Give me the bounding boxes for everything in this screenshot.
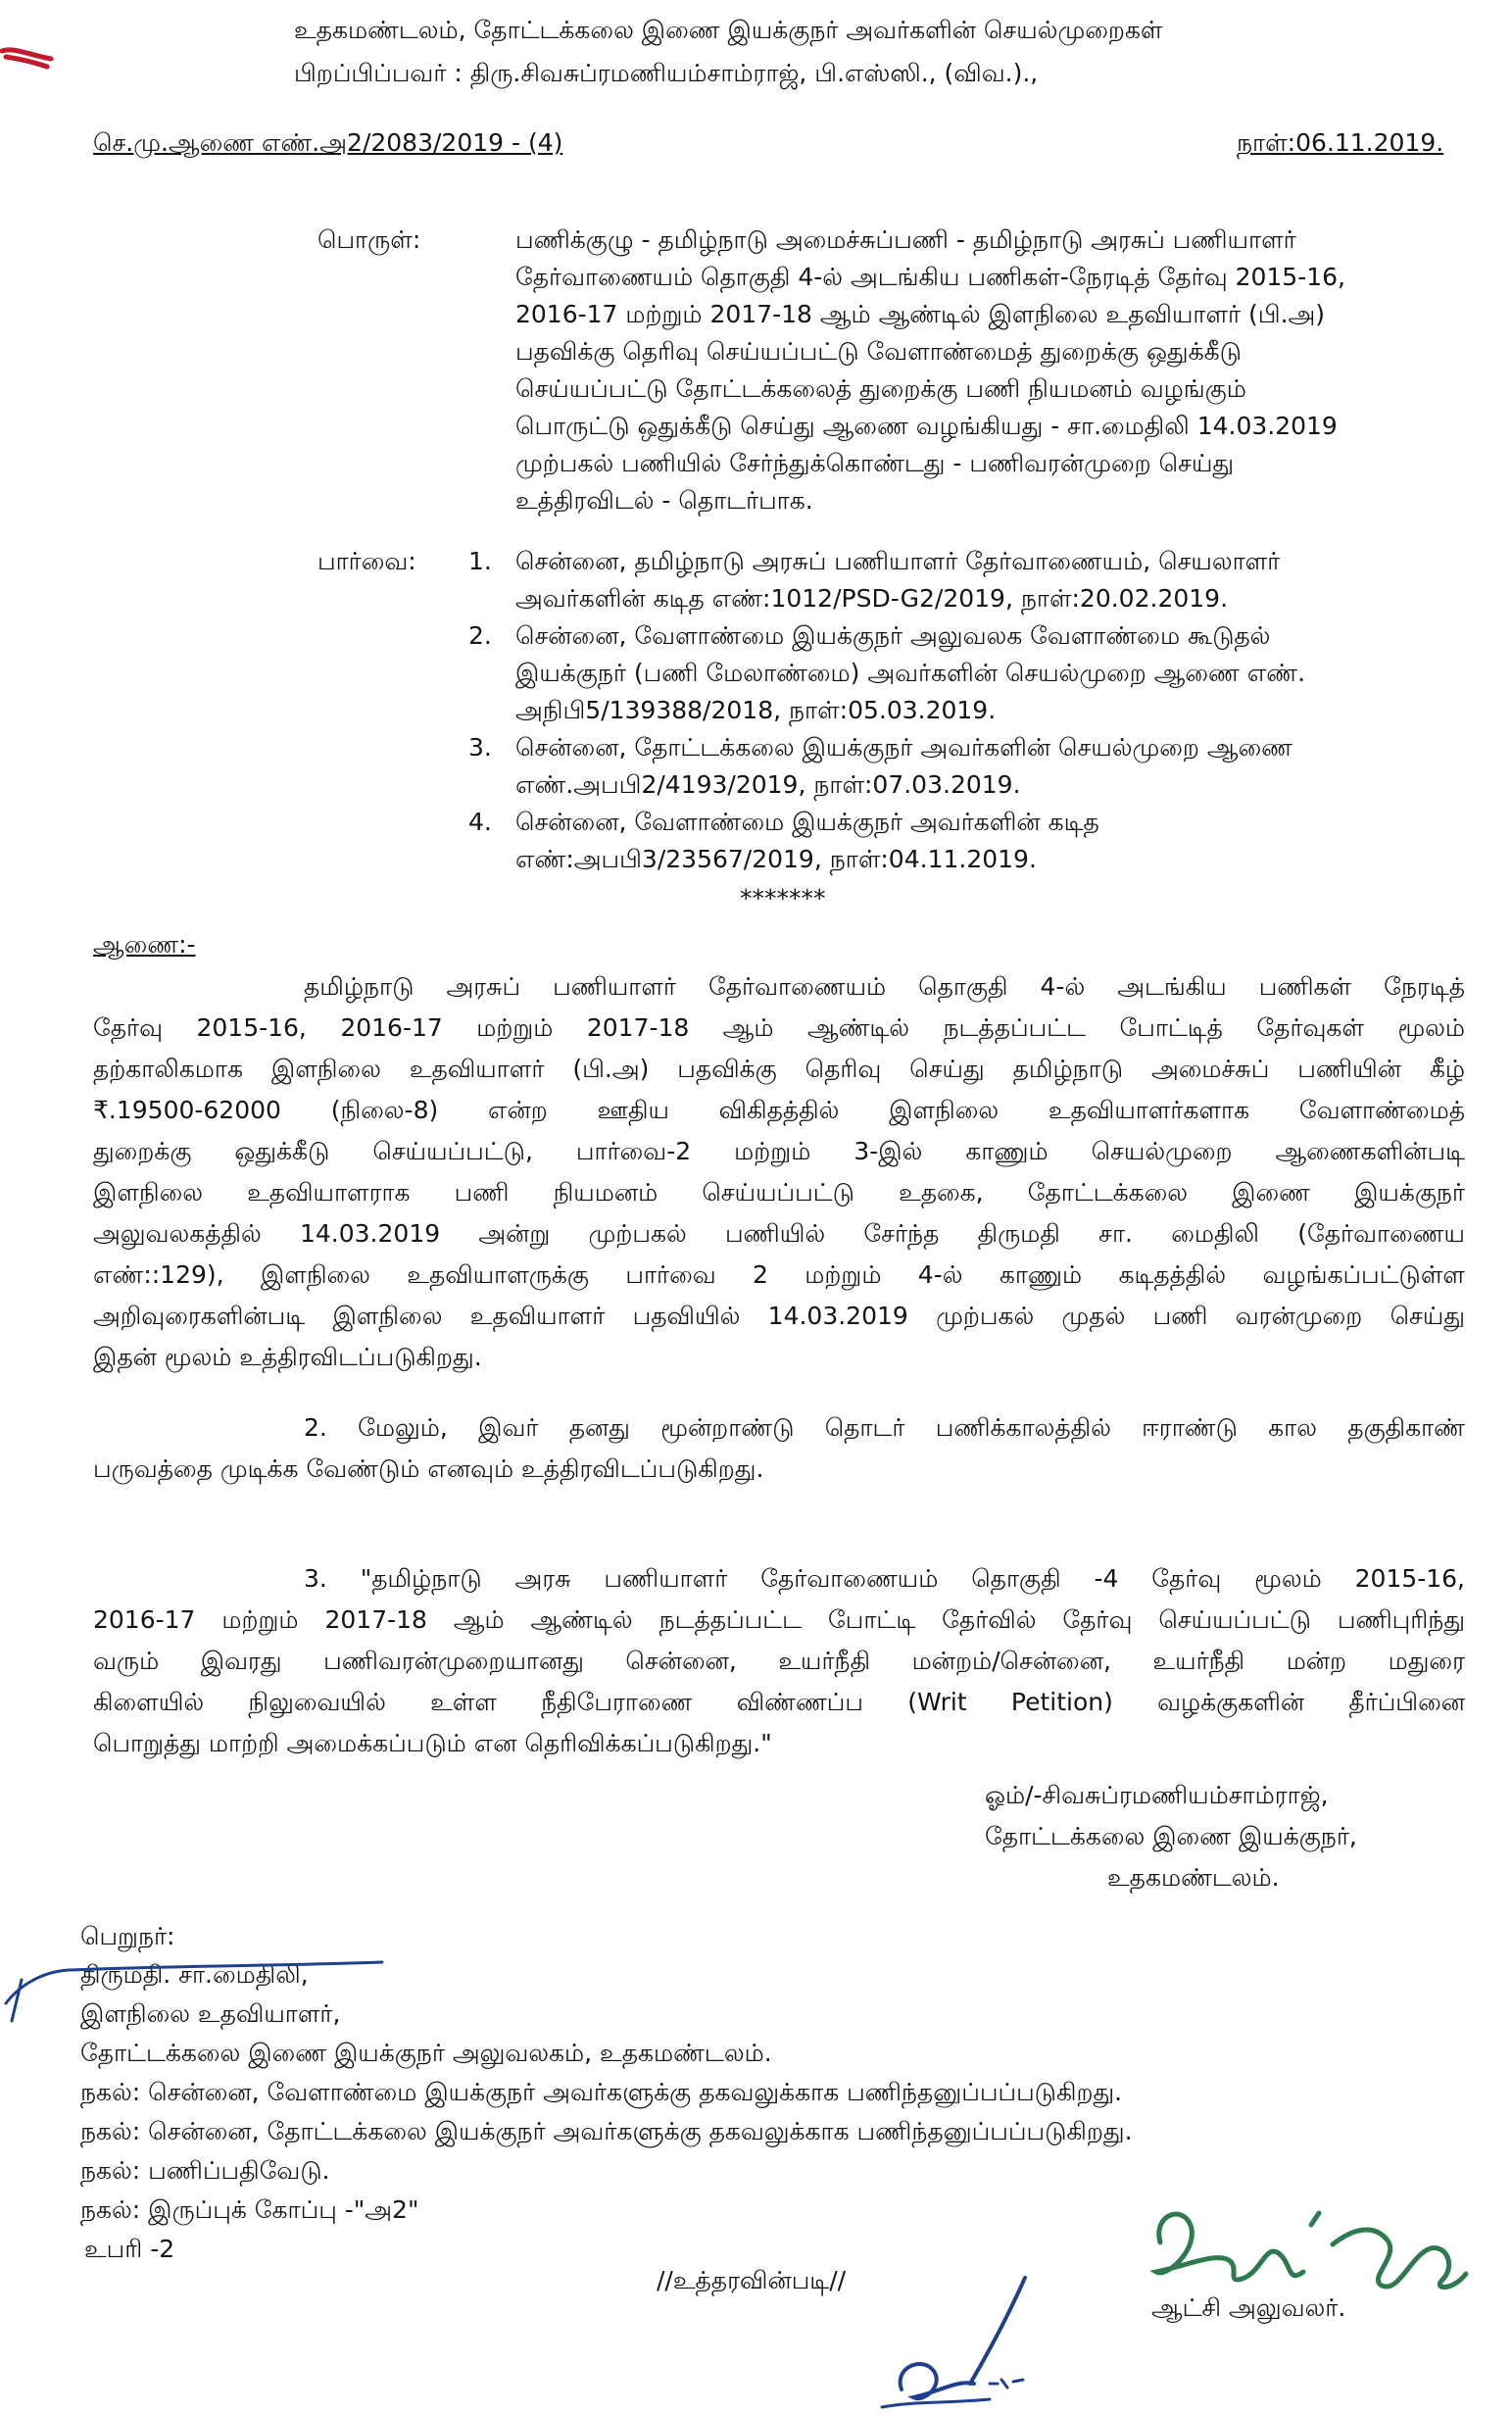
reference-text: சென்னை, வேளாண்மை இயக்குநர் அவர்களின் கடித xyxy=(515,808,1099,836)
copy-line: நகல்: சென்னை, வேளாண்மை இயக்குநர் அவர்களுக்கு தகவலுக்காக பணிந்தனுப்பப்படுகிறது. xyxy=(80,2078,1123,2106)
reference-text: சென்னை, தோட்டக்கலை இயக்குநர் அவர்களின் செயல்முறை ஆணை xyxy=(515,733,1293,762)
paragraph-line: இளநிலை உதவியாளராக பணி நியமனம் செய்யப்பட்டு உதகை, தோட்டக்கலை இணை இயக்குநர் xyxy=(93,1178,1465,1207)
paragraph-line: தற்காலிகமாக இளநிலை உதவியாளர் (பி.அ) பதவிக்கு தெரிவு செய்து தமிழ்நாடு அமைச்சுப் பணியின் கீழ் xyxy=(93,1055,1465,1083)
subject-label: பொருள்: xyxy=(317,225,421,254)
subject-block xyxy=(515,222,1476,519)
paragraph-line: பொறுத்து மாற்றி அமைக்கப்படும் என தெரிவிக்கப்படுகிறது." xyxy=(93,1729,772,1757)
paragraph-line: வரும் இவரது பணிவரன்முறையானது சென்னை, உயர்நீதி மன்றம்/சென்னை, உயர்நீதி மன்ற மதுரை xyxy=(93,1647,1465,1675)
paragraph-line: தேர்வு 2015-16, 2016-17 மற்றும் 2017-18 ஆம் ஆண்டில் நடத்தப்பட்ட போட்டித் தேர்வுகள் மூலம் xyxy=(93,1013,1465,1042)
subject-line: பணிக்குழு - தமிழ்நாடு அமைச்சுப்பணி - தமிழ்நாடு அரசுப் பணியாளர் xyxy=(515,225,1296,254)
paragraph-line: 2. மேலும், இவர் தனது மூன்றாண்டு தொடர் பணிக்காலத்தில் ஈராண்டு கால தகுதிகாண் xyxy=(304,1413,1465,1442)
recipient-name: திருமதி. சா.மைதிலி, xyxy=(80,1960,309,1989)
reference-text: எண்.அபபி2/4193/2019, நாள்:07.03.2019. xyxy=(515,770,1021,799)
reference-number: 3. xyxy=(468,733,492,762)
paragraph-line: அறிவுரைகளின்படி இளநிலை உதவியாளர் பதவியில் 14.03.2019 முற்பகல் முதல் பணி வரன்முறை செய்து xyxy=(93,1302,1465,1330)
by-order-text: //உத்தரவின்படி// xyxy=(657,2266,847,2294)
signatory-designation: தோட்டக்கலை இணை இயக்குநர், xyxy=(985,1822,1357,1850)
subject-line: பதவிக்கு தெரிவு செய்யப்பட்டு வேளாண்மைத் துறைக்கு ஒதுக்கீடு xyxy=(515,337,1242,366)
subject-line: பொருட்டு ஒதுக்கீடு செய்து ஆணை வழங்கியது - சா.மைதிலி 14.03.2019 xyxy=(515,412,1338,440)
reference-text: இயக்குநர் (பணி மேலாண்மை) அவர்களின் செயல்முறை ஆணை எண். xyxy=(515,659,1306,687)
order-paragraph-3 xyxy=(93,1558,1465,1764)
paragraph-line: பருவத்தை முடிக்க வேண்டும் எனவும் உத்திரவிடப்படுகிறது. xyxy=(93,1454,764,1483)
order-paragraph-1 xyxy=(93,966,1465,1378)
subject-line: முற்பகல் பணியில் சேர்ந்துக்கொண்டது - பணிவரன்முறை செய்து xyxy=(515,449,1235,477)
subject-line: தேர்வாணையம் தொகுதி 4-ல் அடங்கிய பணிகள்-நேரடித் தேர்வு 2015-16, xyxy=(515,263,1345,291)
order-heading: ஆணை:- xyxy=(93,930,196,959)
subject-line: செய்யப்பட்டு தோட்டக்கலைத் துறைக்கு பணி நியமனம் வழங்கும் xyxy=(515,374,1246,403)
copy-line: நகல்: பணிப்பதிவேடு. xyxy=(80,2156,330,2185)
separator-stars: ******* xyxy=(740,884,826,912)
subject-line: உத்திரவிடல் - தொடர்பாக. xyxy=(515,486,813,515)
copy-line: நகல்: இருப்புக் கோப்பு -"அ2" xyxy=(80,2195,419,2224)
paragraph-line: அலுவலகத்தில் 14.03.2019 அன்று முற்பகல் பணியில் சேர்ந்த திருமதி சா. மைதிலி (தேர்வாணைய xyxy=(93,1219,1465,1248)
paragraph-line: 3. "தமிழ்நாடு அரசு பணியாளர் தேர்வாணையம் தொகுதி -4 தேர்வு மூலம் 2015-16, xyxy=(304,1564,1465,1593)
subject-line: 2016-17 மற்றும் 2017-18 ஆம் ஆண்டில் இளநிலை உதவியாளர் (பி.அ) xyxy=(515,300,1326,328)
reference-text: எண்:அபபி3/23567/2019, நாள்:04.11.2019. xyxy=(515,845,1037,873)
reference-text: சென்னை, தமிழ்நாடு அரசுப் பணியாளர் தேர்வாணையம், செயலாளர் xyxy=(515,547,1281,575)
paragraph-line: ₹.19500-62000 (நிலை-8) என்ற ஊதிய விகிதத்தில் இளநிலை உதவியாளர்களாக வேளாண்மைத் xyxy=(93,1096,1465,1124)
recipient-designation: இளநிலை உதவியாளர், xyxy=(80,1999,341,2028)
office-line: உதகமண்டலம், தோட்டக்கலை இணை இயக்குநர் அவர்களின் செயல்முறைகள் xyxy=(294,16,1163,44)
green-signature xyxy=(1146,2184,1480,2321)
reference-item xyxy=(468,543,1280,617)
issuer-line: பிறப்பிப்பவர் : திரு.சிவசுப்ரமணியம்சாம்ராஜ், பி.எஸ்ஸி., (விவ.)., xyxy=(294,59,1039,87)
red-corner-mark xyxy=(0,37,59,76)
reference-number: 4. xyxy=(468,808,492,836)
paragraph-line: 2016-17 மற்றும் 2017-18 ஆம் ஆண்டில் நடத்தப்பட்ட போட்டி தேர்வில் தேர்வு செய்யப்பட்டு பணிபுரிந்து xyxy=(93,1605,1465,1634)
order-number: செ.மு.ஆணை எண்.அ2/2083/2019 - (4) xyxy=(93,128,563,157)
references-label: பார்வை: xyxy=(317,547,416,575)
recipient-office: தோட்டக்கலை இணை இயக்குநர் அலுவலகம், உதகமண்டலம். xyxy=(80,2039,772,2067)
paragraph-line: தமிழ்நாடு அரசுப் பணியாளர் தேர்வாணையம் தொகுதி 4-ல் அடங்கிய பணிகள் நேரடித் xyxy=(304,972,1465,1001)
order-date: நாள்:06.11.2019. xyxy=(1237,128,1444,157)
signatory-name: ஓம்/-சிவசுப்ரமணியம்சாம்ராஜ், xyxy=(985,1781,1329,1809)
copy-line: நகல்: சென்னை, தோட்டக்கலை இயக்குநர் அவர்களுக்கு தகவலுக்காக பணிந்தனுப்பப்படுகிறது. xyxy=(80,2117,1133,2145)
reference-item xyxy=(468,804,1099,878)
paragraph-line: கிளையில் நிலுவையில் உள்ள நீதிபேராணை விண்ணப்ப (Writ Petition) வழக்குகளின் தீர்ப்பினை xyxy=(93,1688,1465,1716)
copy-line: உபரி -2 xyxy=(84,2235,175,2263)
order-paragraph-2 xyxy=(93,1407,1465,1490)
reference-text: அவர்களின் கடித எண்:1012/PSD-G2/2019, நாள்:20.02.2019. xyxy=(515,584,1229,613)
signatory-place: உதகமண்டலம். xyxy=(1107,1863,1280,1892)
reference-item xyxy=(468,729,1293,804)
reference-number: 2. xyxy=(468,621,492,650)
reference-item xyxy=(468,617,1305,729)
reference-number: 1. xyxy=(468,547,492,575)
blue-initial-signature xyxy=(843,2274,1078,2414)
reference-text: சென்னை, வேளாண்மை இயக்குநர் அலுவலக வேளாண்மை கூடுதல் xyxy=(515,621,1271,650)
admin-officer-title: ஆட்சி அலுவலர். xyxy=(1151,2293,1346,2322)
reference-text: அநிபி5/139388/2018, நாள்:05.03.2019. xyxy=(515,696,997,724)
recipient-label: பெறுநர்: xyxy=(80,1922,175,1950)
paragraph-line: எண்::129), இளநிலை உதவியாளருக்கு பார்வை 2 மற்றும் 4-ல் காணும் கடிதத்தில் வழங்கப்பட்டுள்ள xyxy=(93,1260,1465,1289)
paragraph-line: இதன் மூலம் உத்திரவிடப்படுகிறது. xyxy=(93,1343,482,1371)
paragraph-line: துறைக்கு ஒதுக்கீடு செய்யப்பட்டு, பார்வை-2 மற்றும் 3-இல் காணும் செயல்முறை ஆணைகளின்படி xyxy=(93,1137,1465,1165)
